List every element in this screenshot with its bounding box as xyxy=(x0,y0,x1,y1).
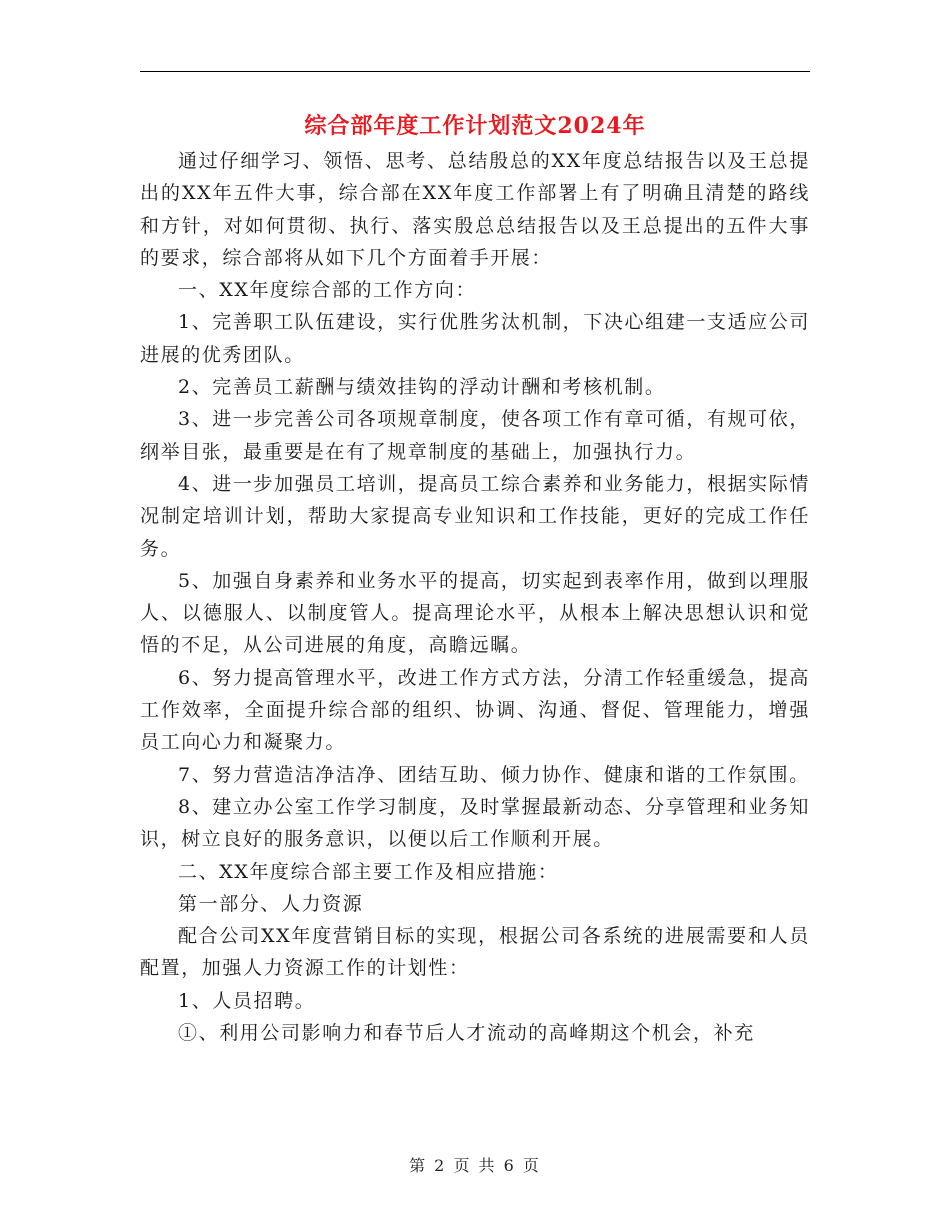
list-item-6: 6、努力提高管理水平，改进工作方式方法，分清工作轻重缓急，提高工作效率，全面提升综合部的组织、协调、沟通、督促、管理能力，增强员工向心力和凝聚力。 xyxy=(140,666,810,754)
subsection-heading: 第一部分、人力资源 xyxy=(178,892,364,915)
list-item-2: 2、完善员工薪酬与绩效挂钩的浮动计酬和考核机制。 xyxy=(178,376,666,399)
paragraph-hr: 配合公司XX年度营销目标的实现，根据公司各系统的进展需要和人员配置，加强人力资源工作的计划性： xyxy=(140,925,810,980)
header-rule xyxy=(140,71,810,72)
list-item-recruit: 1、人员招聘。 xyxy=(178,989,316,1012)
paragraph-intro: 通过仔细学习、领悟、思考、总结殷总的XX年度总结报告以及王总提出的XX年五件大事，综合部在XX年度工作部署上有了明确且清楚的路线和方针，对如何贯彻、执行、落实殷总总结报告以及王总提出的五件大事的要求，综合部将从如下几个方面着手开展： xyxy=(140,150,810,269)
document-title: 综合部年度工作计划范文2024年 xyxy=(304,113,646,139)
list-item-4: 4、进一步加强员工培训，提高员工综合素养和业务能力，根据实际情况制定培训计划，帮助大家提高专业知识和工作技能，更好的完成工作任务。 xyxy=(140,472,810,560)
section-heading-2: 二、XX年度综合部主要工作及相应措施： xyxy=(178,860,559,883)
list-item-recruit-1: ①、利用公司影响力和春节后人才流动的高峰期这个机会，补充 xyxy=(178,1022,755,1045)
list-item-8: 8、建立办公室工作学习制度，及时掌握最新动态、分享管理和业务知识，树立良好的服务意识，以便以后工作顺利开展。 xyxy=(140,795,810,851)
list-item-5: 5、加强自身素养和业务水平的提高，切实起到表率作用，做到以理服人、以德服人、以制度管人。提高理论水平，从根本上解决思想认识和觉悟的不足，从公司进展的角度，高瞻远瞩。 xyxy=(140,569,810,657)
list-item-7: 7、努力营造洁净洁净、团结互助、倾力协作、健康和谐的工作氛围。 xyxy=(178,763,810,786)
document-body xyxy=(140,145,810,1049)
page-footer: 第 2 页 共 6 页 xyxy=(409,1156,541,1175)
list-item-3: 3、进一步完善公司各项规章制度，使各项工作有章可循，有规可依，纲举目张，最重要是在有了规章制度的基础上，加强执行力。 xyxy=(140,408,810,463)
section-heading-1: 一、XX年度综合部的工作方向： xyxy=(178,279,477,302)
list-item-1: 1、完善职工队伍建设，实行优胜劣汰机制，下决心组建一支适应公司进展的优秀团队。 xyxy=(140,311,810,366)
